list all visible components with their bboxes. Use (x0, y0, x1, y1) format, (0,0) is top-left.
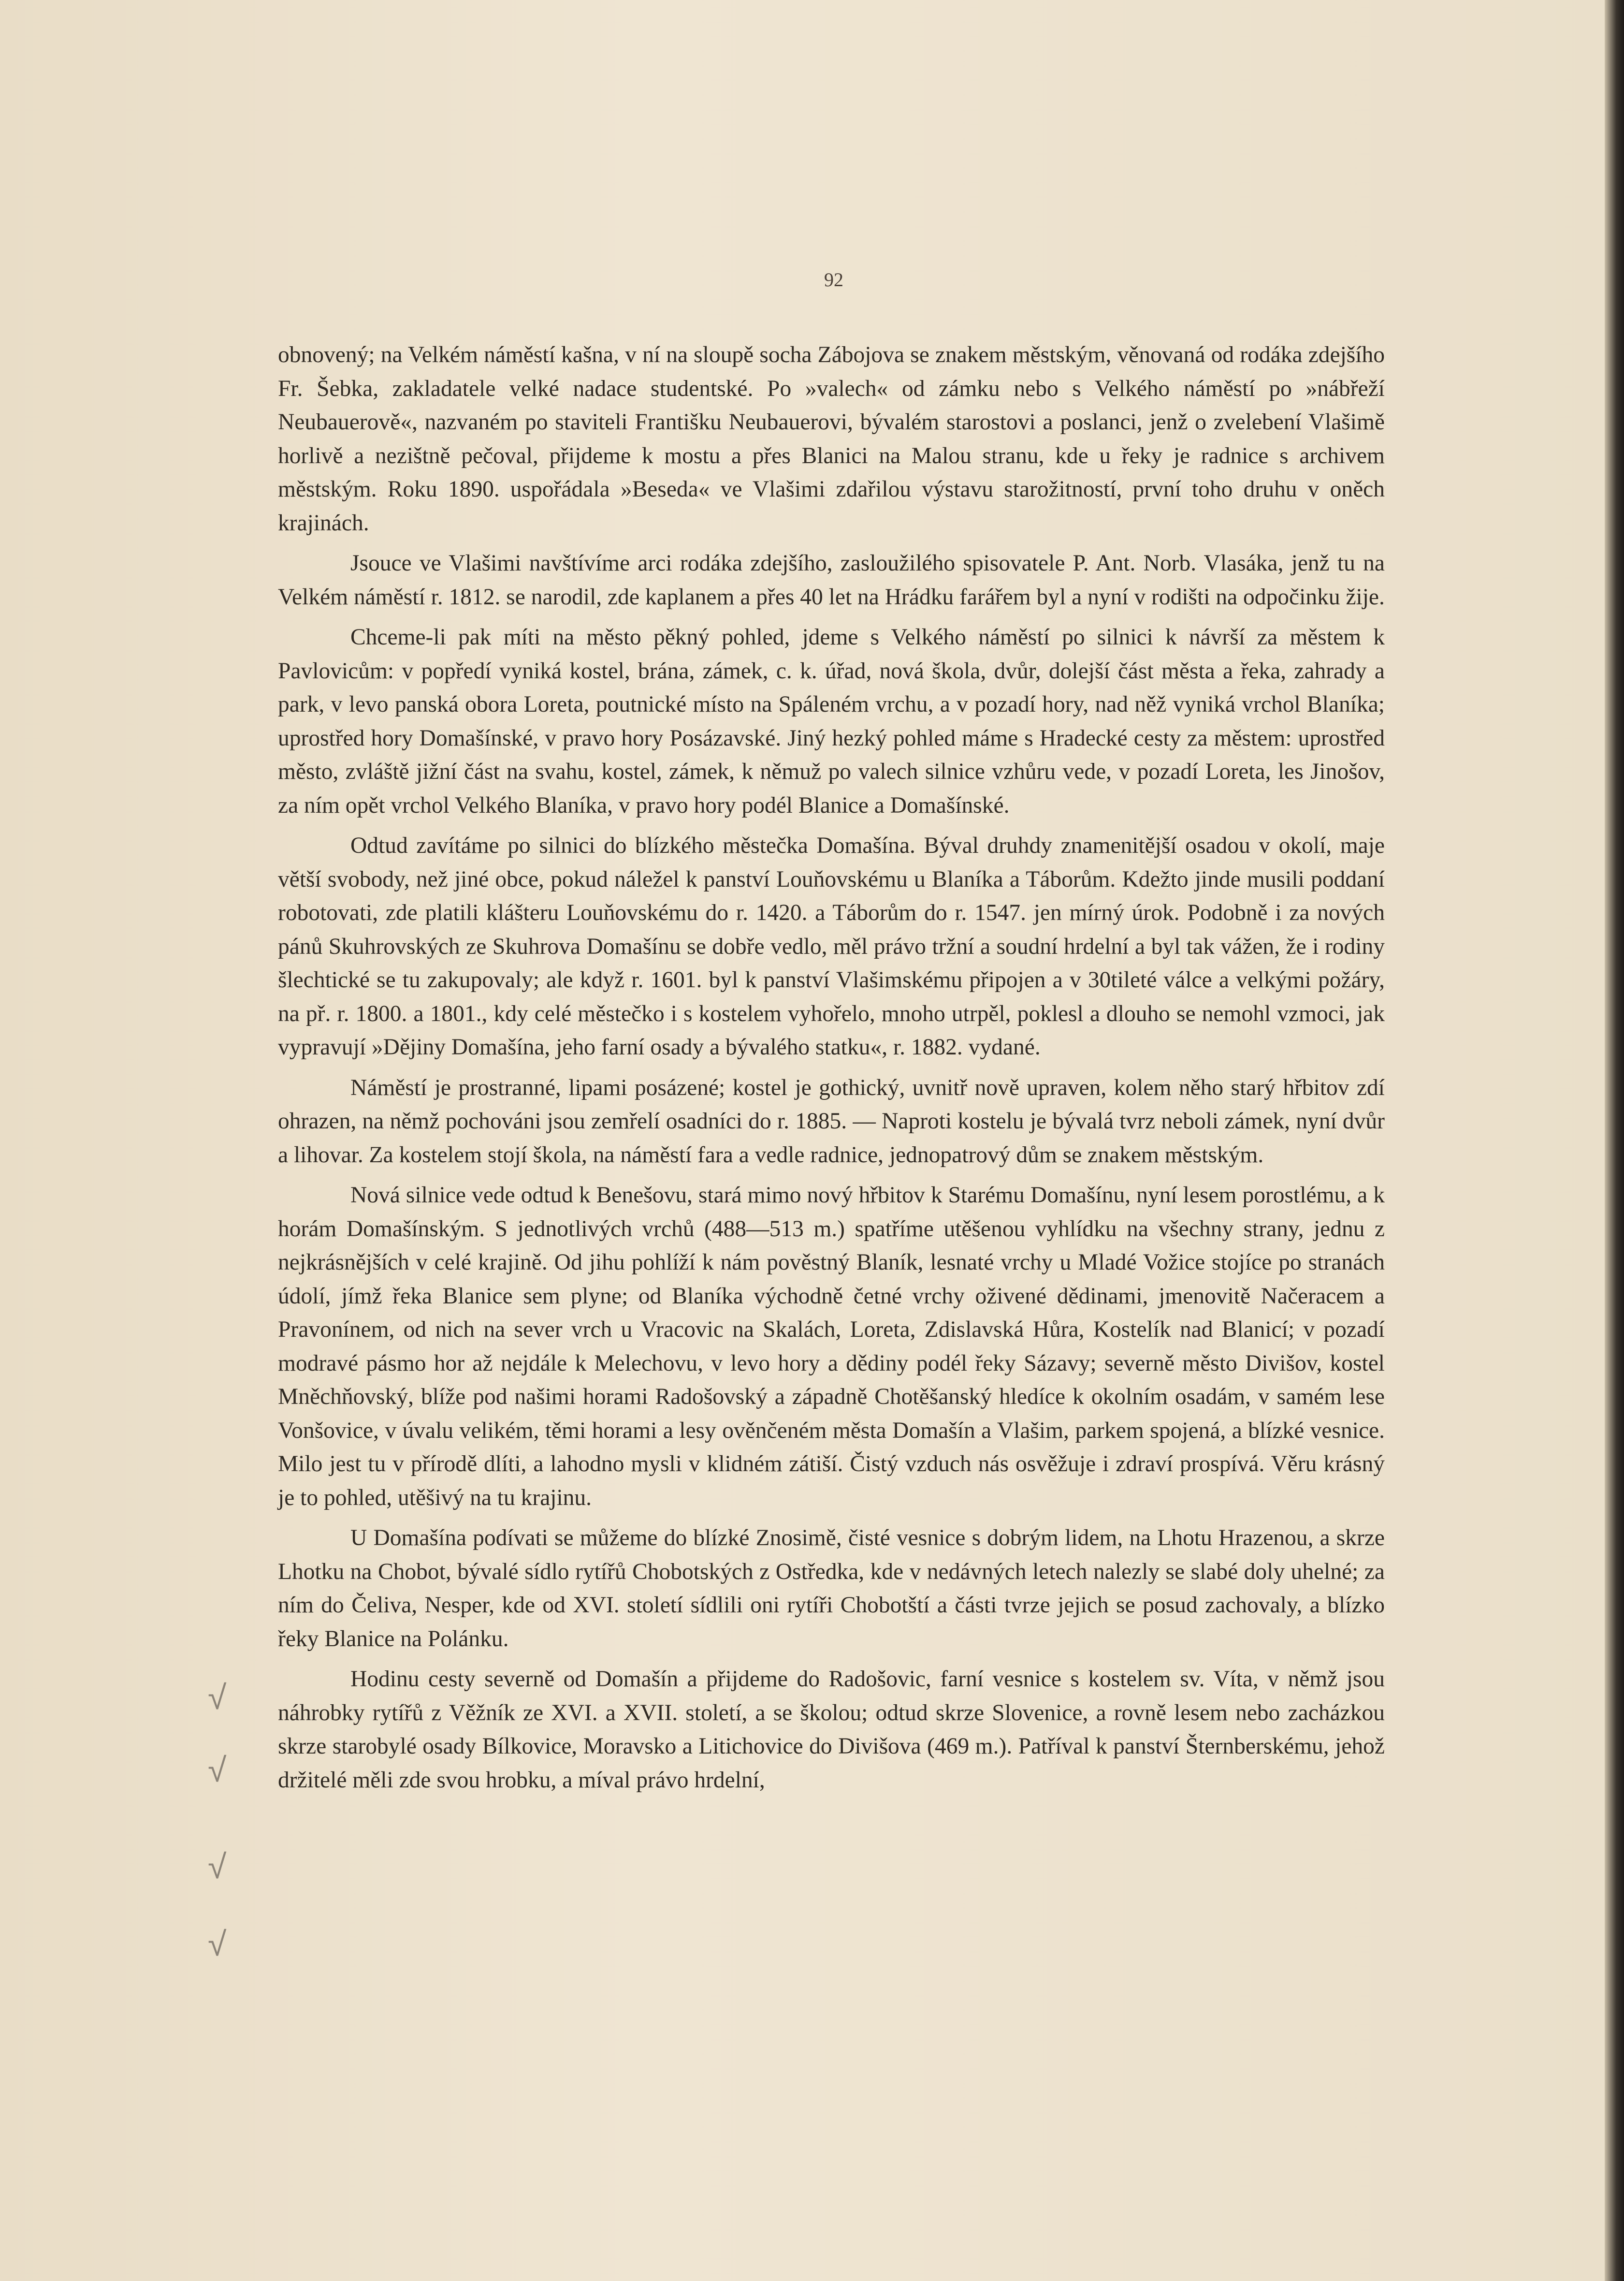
margin-check-mark: √ (208, 1750, 227, 1790)
paragraph: obnovený; na Velkém náměstí kašna, v ní na sloupě socha Zábojova se znakem městským, věnovaná od rodáka zdejšího Fr. Šebka, zakladatele velké nadace studentské. Po »valech« od zámku nebo s Velkého náměstí po »nábřeží Neubauerově«, nazvaném po staviteli Františku Neubauerovi, bývalém starostovi a poslanci, jenž o zvelebení Vlašimě horlivě a nezištně pečoval, přijdeme k mostu a přes Blanici na Malou stranu, kde u řeky je radnice s archivem městským. Roku 1890. uspořádala »Beseda« ve Vlašimi zdařilou výstavu starožitností, první toho druhu v oněch krajinách. (278, 342, 1385, 536)
paragraph: Chceme-li pak míti na město pěkný pohled, jdeme s Velkého náměstí po silnici k návrší za městem k Pavlovicům: v popředí vyniká kostel, brána, zámek, c. k. úřad, nová škola, dvůr, dolejší část města a řeka, zahrady a park, v levo panská obora Loreta, poutnické místo na Spáleném vrchu, a v pozadí hory, nad něž vyniká vrchol Blaníka; uprostřed hory Domašínské, v pravo hory Posázavské. Jiný hezký pohled máme s Hradecké cesty za městem: uprostřed město, zvláště jižní část na svahu, kostel, zámek, k němuž po valech silnice vzhůru vede, v pozadí Loreta, les Jinošov, za ním opět vrchol Velkého Blaníka, v pravo hory podél Blanice a Domašínské. (278, 625, 1385, 818)
paragraph: Hodinu cesty severně od Domašín a přijdeme do Radošovic, farní vesnice s kostelem sv. Víta, v němž jsou náhrobky rytířů z Věžník ze XVI. a XVII. století, a se školou; odtud skrze Slovenice, a rovně lesem nebo zacházkou skrze starobylé osady Bílkovice, Moravsko a Litichovice do Divišova (469 m.). Patříval k panství Šternberskému, jehož držitelé měli zde svou hrobku, a míval právo hrdelní, (278, 1667, 1385, 1793)
paragraph: Jsouce ve Vlašimi navštívíme arci rodáka zdejšího, zasloužilého spisovatele P. Ant. Norb. Vlasáka, jenž tu na Velkém náměstí r. 1812. se narodil, zde kaplanem a přes 40 let na Hrádku farářem byl a nyní v rodišti na odpočinku žije. (278, 551, 1385, 610)
margin-check-mark: √ (208, 1924, 227, 1964)
page-number: 92 (824, 269, 843, 291)
body-text (278, 338, 1385, 1804)
margin-check-mark: √ (208, 1847, 227, 1886)
paragraph: Odtud zavítáme po silnici do blízkého městečka Domašína. Býval druhdy znamenitější osadou v okolí, maje větší svobody, než jiné obce, pokud náležel k panství Louňovskému u Blaníka a Táborům. Kdežto jinde musili poddaní robotovati, zde platili klášteru Louňovskému do r. 1420. a Táborům do r. 1547. jen mírný úrok. Podobně i za nových pánů Skuhrovských ze Skuhrova Domašínu se dobře vedlo, měl právo tržní a soudní hrdelní a byl tak vážen, že i rodiny šlechtické se tu zakupovaly; ale když r. 1601. byl k panství Vlašimskému připojen a v 30tileté válce a velkými požáry, na př. r. 1800. a 1801., kdy celé městečko i s kostelem vyhořelo, mnoho utrpěl, poklesl a dlouho se nemohl vzmoci, jak vypravují »Dějiny Domašína, jeho farní osady a bývalého statku«, r. 1882. vydané. (278, 833, 1385, 1060)
page-edge-shadow (1605, 0, 1624, 2281)
margin-check-mark: √ (208, 1678, 227, 1717)
paragraph: Nová silnice vede odtud k Benešovu, stará mimo nový hřbitov k Starému Domašínu, nyní lesem porostlému, a k horám Domašínským. S jednotlivých vrchů (488—513 m.) spatříme utěšenou vyhlídku na všechny strany, jednu z nejkrásnějších v celé krajině. Od jihu pohlíží k nám pověstný Blaník, lesnaté vrchy u Mladé Vožice stojíce po stranách údolí, jímž řeka Blanice sem plyne; od Blaníka východně četné vrchy oživené dědinami, jmenovitě Načeracem a Pravonínem, od nich na sever vrch u Vracovic na Skalách, Loreta, Zdislavská Hůra, Kostelík nad Blanicí; v pozadí modravé pásmo hor až nejdále k Melechovu, v levo hory a dědiny podél řeky Sázavy; severně město Divišov, kostel Mněchňovský, blíže pod našimi horami Radošovský a západně Chotěšanský hledíce k okolním osadám, v samém lese Vonšovice, v úvalu velikém, těmi horami a lesy ověnčeném města Domašín a Vlašim, parkem spojená, a blízké vesnice. Milo jest tu v přírodě dlíti, a lahodno mysli v klidném zátiší. Čistý vzduch nás osvěžuje i zdraví prospívá. Věru krásný je to pohled, utěšivý na tu krajinu. (278, 1183, 1385, 1510)
paragraph: U Domašína podívati se můžeme do blízké Znosimě, čisté vesnice s dobrým lidem, na Lhotu Hrazenou, a skrze Lhotku na Chobot, bývalé sídlo rytířů Chobotských z Ostředka, kde v nedávných letech nalezly se slabé doly uhelné; za ním do Čeliva, Nesper, kde od XVI. století sídlili oni rytíři Chobotští a části tvrze jejich se posud zachovaly, a blízko řeky Blanice na Polánku. (278, 1525, 1385, 1652)
paragraph: Náměstí je prostranné, lipami posázené; kostel je gothický, uvnitř nově upraven, kolem něho starý hřbitov zdí ohrazen, na němž pochováni jsou zemřelí osadníci do r. 1885. — Naproti kostelu je bývalá tvrz neboli zámek, nyní dvůr a lihovar. Za kostelem stojí škola, na náměstí fara a vedle radnice, jednopatrový dům se znakem městským. (278, 1075, 1385, 1168)
